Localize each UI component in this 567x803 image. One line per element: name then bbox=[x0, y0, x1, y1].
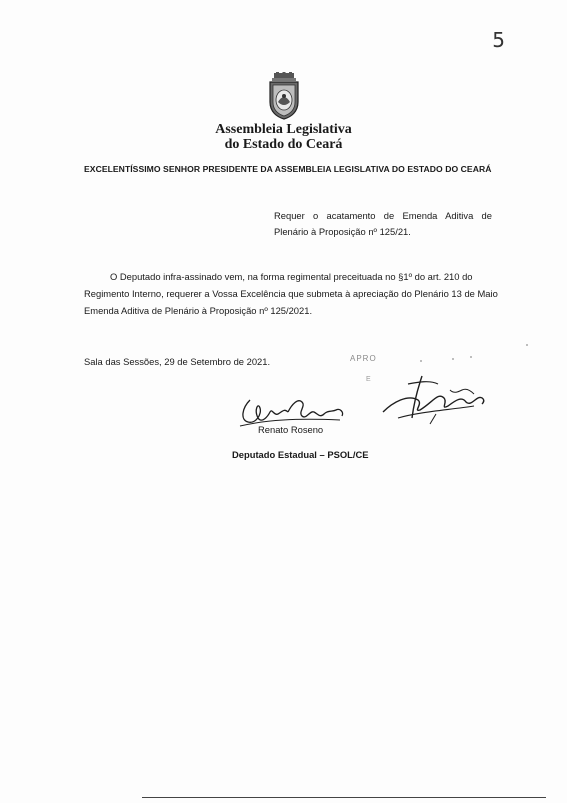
approval-stamp: APRO bbox=[350, 354, 377, 363]
organization-name: Assembleia Legislativa bbox=[215, 122, 352, 137]
organization-state: do Estado do Ceará bbox=[224, 137, 343, 152]
organization-header bbox=[0, 122, 567, 152]
body-line: O Deputado infra-assinado vem, na forma regimental preceituada no §1º do art. 210 do bbox=[110, 271, 473, 282]
body-line: Emenda Aditiva de Plenário à Proposição nº 125/2021. bbox=[84, 305, 313, 316]
coat-of-arms-seal-icon bbox=[266, 72, 302, 120]
scan-speck bbox=[526, 344, 528, 346]
body-paragraph bbox=[84, 268, 498, 319]
place-and-date: Sala das Sessões, 29 de Setembro de 2021. bbox=[84, 356, 271, 367]
page-number: 5 bbox=[492, 28, 505, 52]
approval-stamp-mark: E bbox=[366, 376, 371, 383]
signer-role: Deputado Estadual – PSOL/CE bbox=[232, 449, 369, 460]
scan-speck bbox=[452, 358, 454, 360]
approval-signature bbox=[378, 372, 493, 428]
scan-speck bbox=[470, 356, 472, 358]
addressee-heading: EXCELENTÍSSIMO SENHOR PRESIDENTE DA ASSEMBLEIA LEGISLATIVA DO ESTADO DO CEARÁ bbox=[84, 164, 492, 174]
scan-speck bbox=[420, 360, 422, 362]
signer-name: Renato Roseno bbox=[258, 424, 324, 435]
body-line: Regimento Interno, requerer a Vossa Excelência que submeta à apreciação do Plenário 13 de Maio bbox=[84, 288, 498, 299]
scan-edge-line bbox=[142, 797, 546, 798]
request-summary: Requer o acatamento de Emenda Aditiva de Plenário à Proposição nº 125/21. bbox=[274, 210, 492, 237]
